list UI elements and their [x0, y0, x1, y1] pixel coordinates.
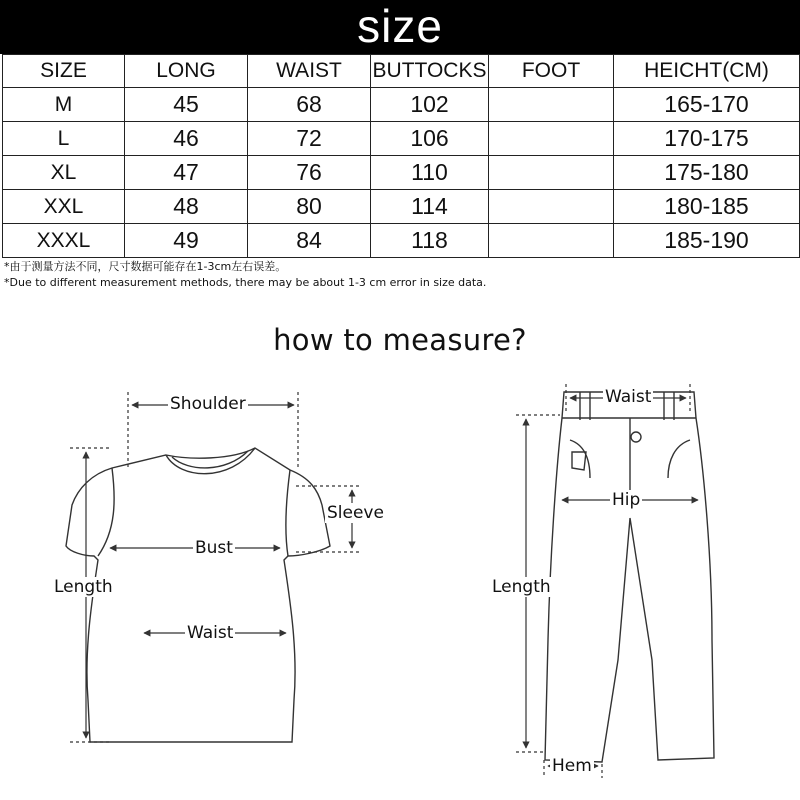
- column-header: WAIST: [248, 55, 371, 88]
- cell-size: M: [3, 88, 125, 122]
- size-chart-table: [2, 54, 800, 258]
- cell-size: XXXL: [3, 224, 125, 258]
- label-shirt-length: Length: [54, 577, 113, 597]
- table-row: [3, 224, 800, 258]
- cell-waist: 80: [248, 190, 371, 224]
- page-title: size: [357, 0, 443, 52]
- cell-size: XXL: [3, 190, 125, 224]
- cell-long: 49: [125, 224, 248, 258]
- cell-height: 175-180: [614, 156, 800, 190]
- cell-foot: [489, 122, 614, 156]
- cell-foot: [489, 224, 614, 258]
- label-sleeve: Sleeve: [327, 503, 384, 523]
- measurement-diagram: [0, 360, 800, 800]
- cell-waist: 84: [248, 224, 371, 258]
- label-hip: Hip: [612, 490, 641, 510]
- label-hem: Hem: [552, 756, 592, 776]
- column-header: BUTTOCKS: [371, 55, 489, 88]
- cell-foot: [489, 190, 614, 224]
- column-header: FOOT: [489, 55, 614, 88]
- cell-buttocks: 106: [371, 122, 489, 156]
- cell-height: 185-190: [614, 224, 800, 258]
- cell-buttocks: 114: [371, 190, 489, 224]
- cell-buttocks: 102: [371, 88, 489, 122]
- label-pants-waist: Waist: [605, 387, 652, 407]
- label-shirt-waist: Waist: [187, 623, 234, 643]
- measurement-notes: [4, 259, 486, 291]
- label-bust: Bust: [195, 538, 233, 558]
- cell-foot: [489, 88, 614, 122]
- pants-button: [631, 432, 641, 442]
- measure-title: how to measure?: [273, 323, 527, 357]
- cell-long: 46: [125, 122, 248, 156]
- cell-height: 180-185: [614, 190, 800, 224]
- cell-waist: 68: [248, 88, 371, 122]
- cell-buttocks: 118: [371, 224, 489, 258]
- cell-height: 165-170: [614, 88, 800, 122]
- tshirt-collar: [166, 448, 255, 474]
- table-row: [3, 156, 800, 190]
- cell-long: 47: [125, 156, 248, 190]
- table-row: [3, 190, 800, 224]
- cell-height: 170-175: [614, 122, 800, 156]
- note-english: *Due to different measurement methods, there may be about 1-3 cm error in size data.: [4, 276, 487, 289]
- cell-waist: 72: [248, 122, 371, 156]
- cell-waist: 76: [248, 156, 371, 190]
- title-banner: [0, 0, 800, 54]
- table-row: [3, 122, 800, 156]
- table-row: [3, 88, 800, 122]
- cell-long: 45: [125, 88, 248, 122]
- cell-buttocks: 110: [371, 156, 489, 190]
- column-header: LONG: [125, 55, 248, 88]
- cell-size: XL: [3, 156, 125, 190]
- note-chinese: *由于测量方法不同，尺寸数据可能存在1-3cm左右误差。: [4, 260, 287, 273]
- label-pants-length: Length: [492, 577, 551, 597]
- table-header-row: [3, 55, 800, 88]
- cell-size: L: [3, 122, 125, 156]
- cell-long: 48: [125, 190, 248, 224]
- column-header: HEICHT(CM): [614, 55, 800, 88]
- cell-foot: [489, 156, 614, 190]
- label-shoulder: Shoulder: [170, 394, 246, 414]
- column-header: SIZE: [3, 55, 125, 88]
